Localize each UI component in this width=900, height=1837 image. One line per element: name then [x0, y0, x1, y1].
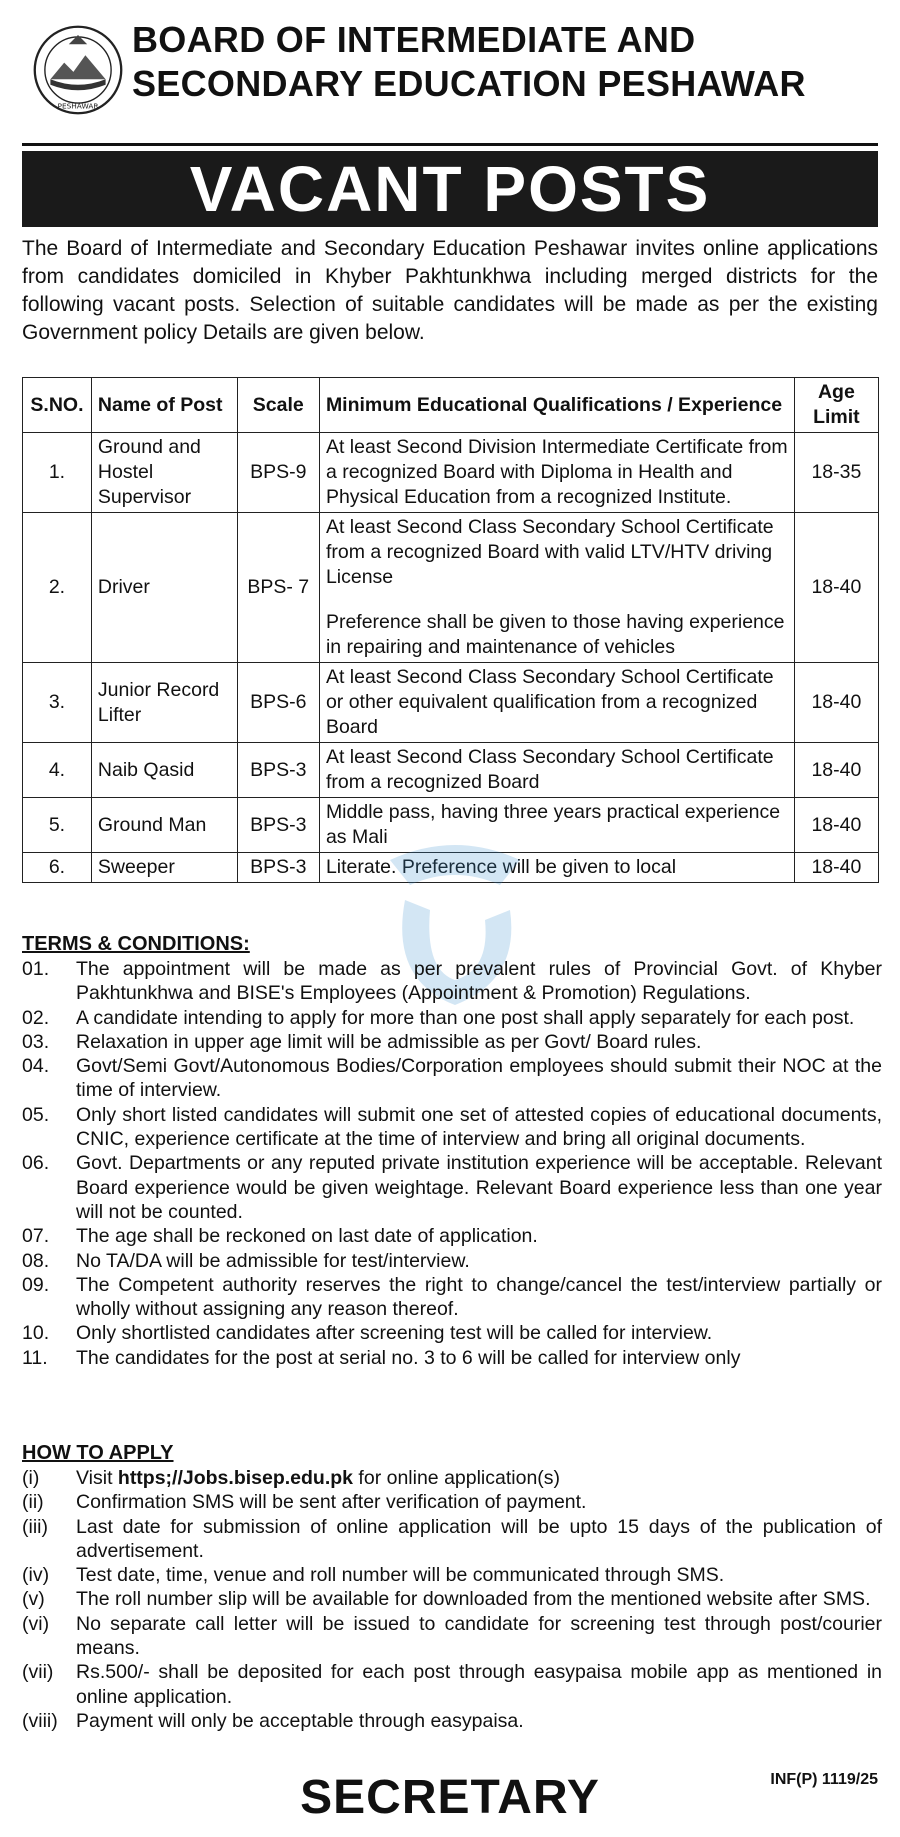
item-text: No separate call letter will be issued to candidate for screening test through post/courier means. [76, 1612, 882, 1660]
list-item [22, 1466, 882, 1490]
cell-age: 18-40 [794, 853, 878, 883]
item-text: Only short listed candidates will submit one set of attested copies of educational documents, CNIC, experience certificate at the time of interview and bring all original documents. [76, 1103, 882, 1151]
cell-age: 18-35 [794, 433, 878, 513]
item-number: (iii) [22, 1515, 48, 1538]
cell-qualification: Literate. Preference will be given to local [319, 853, 794, 883]
visit-suffix: for online application(s) [353, 1467, 561, 1489]
qualification-text: At least Second Class Secondary School Certificate from a recognized Board with valid LTV/HTV driving License [325, 516, 774, 588]
terms-list [22, 957, 882, 1370]
terms-section [22, 932, 882, 1370]
reference-number: INF(P) 1119/25 [770, 1771, 878, 1788]
list-item [22, 1103, 882, 1152]
board-title [132, 18, 806, 106]
cell-sno: 3. [23, 663, 92, 743]
list-item [22, 1587, 882, 1611]
header-age: Age Limit [794, 378, 878, 433]
cell-sno: 4. [23, 743, 92, 798]
item-number: 09. [22, 1273, 50, 1296]
board-logo-seal [32, 24, 124, 116]
cell-qualification [319, 513, 794, 663]
item-text: The candidates for the post at serial no. 3 to 6 will be called for interview only [76, 1346, 741, 1369]
cell-sno: 5. [23, 798, 92, 853]
vacant-posts-banner: VACANT POSTS [22, 151, 878, 227]
table-row [23, 743, 879, 798]
list-item [22, 1151, 882, 1224]
table-row [23, 663, 879, 743]
header-scale: Scale [237, 378, 319, 433]
header [0, 0, 900, 142]
item-text: No TA/DA will be admissible for test/interview. [76, 1249, 470, 1272]
item-text: A candidate intending to apply for more than one post shall apply separately for each post. [76, 1006, 855, 1029]
item-text: Payment will only be acceptable through easypaisa. [76, 1709, 524, 1732]
list-item [22, 1346, 882, 1370]
item-number: 06. [22, 1152, 50, 1175]
item-number: 08. [22, 1249, 50, 1272]
visit-prefix: Visit [76, 1467, 118, 1489]
cell-name: Naib Qasid [91, 743, 237, 798]
cell-age: 18-40 [794, 513, 878, 663]
cell-name: Ground Man [91, 798, 237, 853]
item-number: (viii) [22, 1709, 58, 1732]
item-number: (i) [22, 1467, 40, 1489]
apply-section [22, 1441, 882, 1733]
item-text: Govt. Departments or any reputed private institution experience will be acceptable. Relevant Board experience would be given weightage. Relevant Board experience less than one year will not be counted. [76, 1152, 882, 1223]
list-item [22, 1515, 882, 1564]
list-item [22, 1224, 882, 1248]
board-title-line1: BOARD OF INTERMEDIATE AND [132, 19, 696, 60]
item-text: The age shall be reckoned on last date of application. [76, 1225, 538, 1248]
table-row [23, 798, 879, 853]
cell-name: Ground and Hostel Supervisor [91, 433, 237, 513]
cell-sno: 1. [23, 433, 92, 513]
logo-text: PESHAWAR [57, 101, 99, 111]
item-number: (ii) [22, 1491, 44, 1514]
cell-scale: BPS-3 [237, 743, 319, 798]
cell-name: Junior Record Lifter [91, 663, 237, 743]
item-text: The Competent authority reserves the right to change/cancel the test/interview partially or wholly without assigning any reason thereof. [76, 1273, 882, 1321]
cell-age: 18-40 [794, 663, 878, 743]
cell-scale: BPS-3 [237, 853, 319, 883]
list-item [22, 1054, 882, 1103]
cell-qualification: At least Second Division Intermediate Certificate from a recognized Board with Diploma in Health and Physical Education from a recognized Institute. [319, 433, 794, 513]
item-number: 10. [22, 1322, 50, 1345]
cell-age: 18-40 [794, 798, 878, 853]
header-qualification: Minimum Educational Qualifications / Experience [319, 378, 794, 433]
cell-scale: BPS-9 [237, 433, 319, 513]
posts-table [22, 377, 879, 883]
list-item [22, 1006, 882, 1030]
cell-qualification: At least Second Class Secondary School Certificate or other equivalent qualification from a recognized Board [319, 663, 794, 743]
list-item [22, 1030, 882, 1054]
list-item [22, 1563, 882, 1587]
item-text: Test date, time, venue and roll number will be communicated through SMS. [76, 1564, 725, 1587]
list-item [22, 1249, 882, 1273]
preference-text: Preference shall be given to those having experience in repairing and maintenance of vehicles [325, 611, 785, 658]
list-item [22, 1612, 882, 1661]
item-number: 03. [22, 1030, 50, 1053]
intro-paragraph: The Board of Intermediate and Secondary Education Peshawar invites online applications from candidates domiciled in Khyber Pakhtunkhwa including merged districts for the following vacant posts. Selection of suitable candidates will be made as per the existing Government policy Details are given below. [22, 237, 878, 344]
item-text: Rs.500/- shall be deposited for each post through easypaisa mobile app as mentioned in online application. [76, 1661, 882, 1708]
list-item [22, 1660, 882, 1709]
cell-scale: BPS- 7 [237, 513, 319, 663]
item-text: The roll number slip will be available for downloaded from the mentioned website after SMS. [76, 1588, 871, 1611]
table-header-row [23, 378, 879, 433]
list-item [22, 957, 882, 1006]
item-number: 01. [22, 958, 50, 980]
header-sno: S.NO. [23, 378, 92, 433]
item-number: 05. [22, 1103, 50, 1126]
apply-title: HOW TO APPLY [22, 1442, 174, 1464]
list-item [22, 1321, 882, 1345]
table-row [23, 853, 879, 883]
cell-sno: 2. [23, 513, 92, 663]
item-number: (vii) [22, 1661, 54, 1684]
table-row [23, 433, 879, 513]
item-text: The appointment will be made as per prevalent rules of Provincial Govt. of Khyber Pakhtunkhwa and BISE's Employees (Appointment & Promotion) Regulations. [76, 958, 882, 1005]
list-item [22, 1490, 882, 1514]
header-name: Name of Post [91, 378, 237, 433]
apply-list [22, 1466, 882, 1733]
item-number: (vi) [22, 1612, 50, 1635]
table-row [23, 513, 879, 663]
jobs-website-link[interactable]: https;//Jobs.bisep.edu.pk [117, 1467, 354, 1489]
item-number: 07. [22, 1225, 50, 1248]
item-text: Confirmation SMS will be sent after verification of payment. [76, 1491, 587, 1514]
item-text: Relaxation in upper age limit will be admissible as per Govt/ Board rules. [76, 1030, 702, 1053]
cell-scale: BPS-6 [237, 663, 319, 743]
cell-scale: BPS-3 [237, 798, 319, 853]
item-text: Only shortlisted candidates after screening test will be called for interview. [76, 1322, 713, 1345]
cell-qualification: Middle pass, having three years practical experience as Mali [319, 798, 794, 853]
cell-age: 18-40 [794, 743, 878, 798]
cell-name: Driver [91, 513, 237, 663]
terms-title: TERMS & CONDITIONS: [22, 933, 250, 955]
cell-sno: 6. [23, 853, 92, 883]
item-number: 11. [22, 1346, 48, 1369]
list-item [22, 1709, 882, 1733]
item-text: Last date for submission of online application will be upto 15 days of the publication of advertisement. [76, 1515, 882, 1562]
signatory-title: SECRETARY [300, 1771, 600, 1824]
item-text: Govt/Semi Govt/Autonomous Bodies/Corporation employees should submit their NOC at the time of interview. [76, 1055, 882, 1102]
item-number: (v) [22, 1588, 45, 1611]
header-rule [22, 143, 878, 146]
item-number: (iv) [22, 1564, 50, 1587]
list-item [22, 1273, 882, 1322]
item-number: 04. [22, 1055, 50, 1078]
item-number: 02. [22, 1006, 50, 1029]
cell-qualification: At least Second Class Secondary School Certificate from a recognized Board [319, 743, 794, 798]
board-title-line2: SECONDARY EDUCATION PESHAWAR [132, 63, 806, 104]
cell-name: Sweeper [91, 853, 237, 883]
